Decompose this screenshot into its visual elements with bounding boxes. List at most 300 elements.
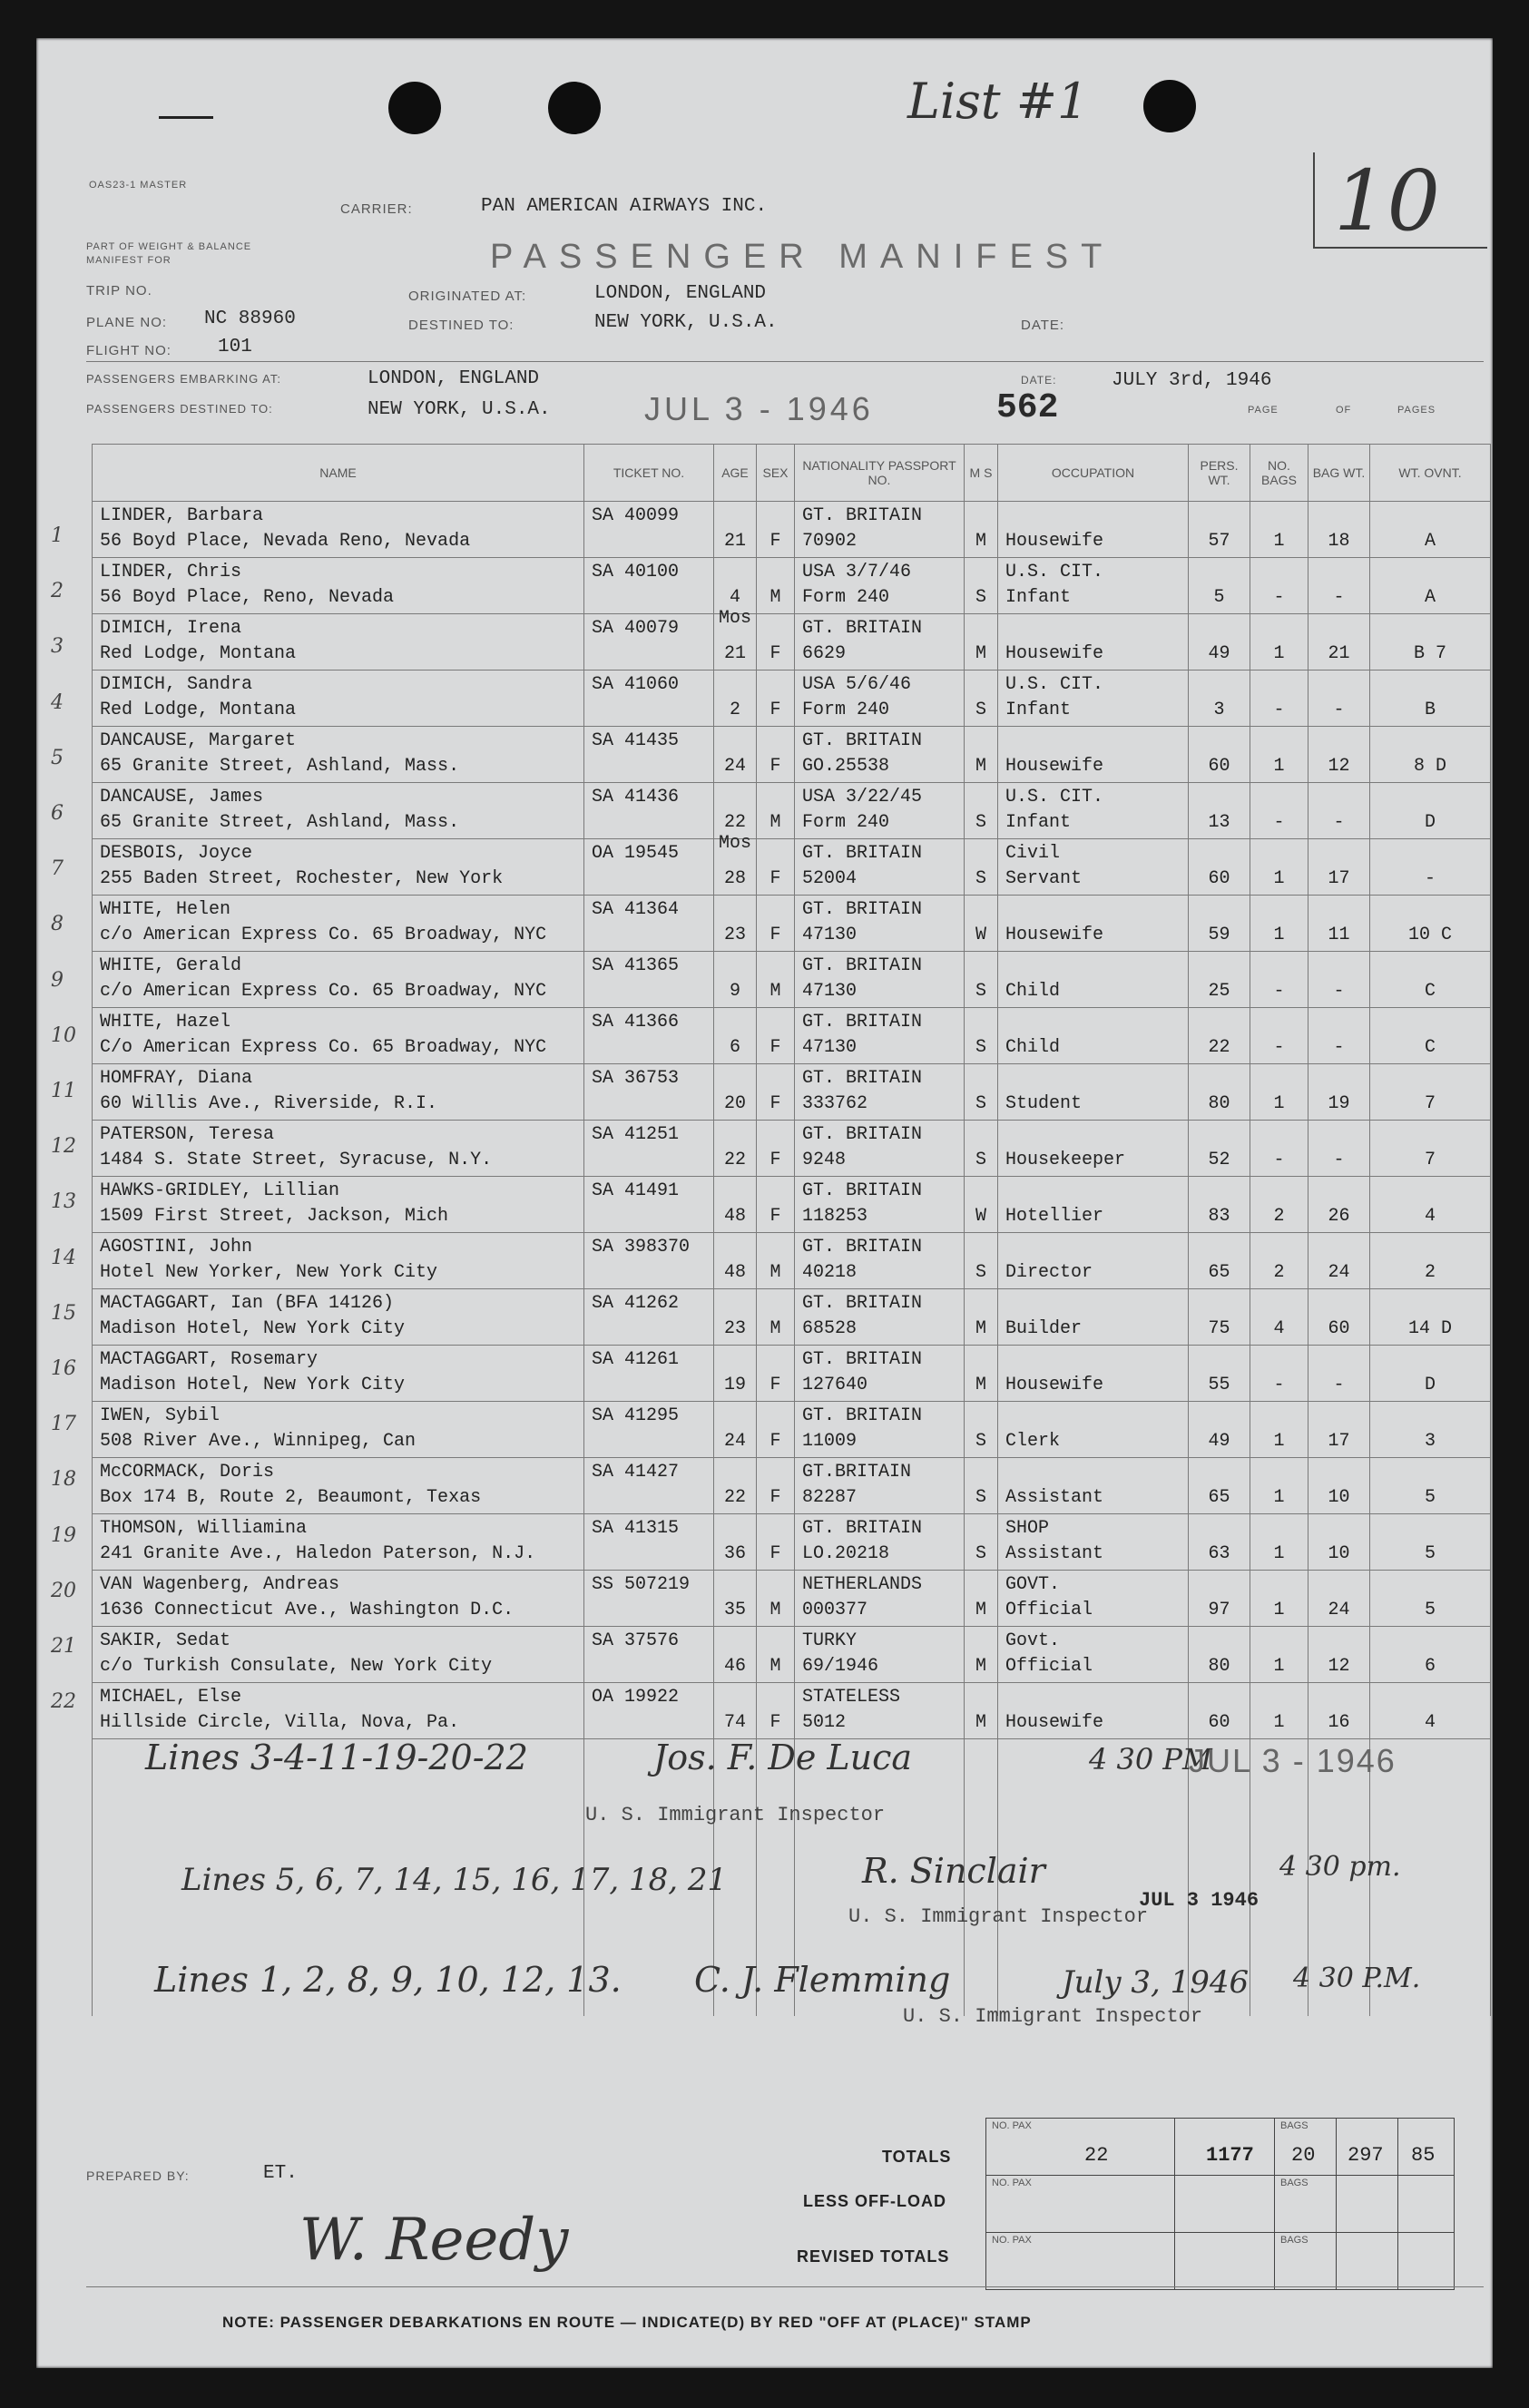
cell-wt-ovnt [1370, 896, 1491, 952]
cell-wt-ovnt [1370, 839, 1491, 896]
sex: F [769, 1093, 781, 1114]
totals-pers-wt-cell [1175, 2119, 1275, 2176]
cell-age [714, 1402, 757, 1458]
cell-sex [757, 952, 795, 1008]
cell-wt-ovnt [1370, 671, 1491, 727]
cell-nationality [795, 502, 965, 558]
age: 23 [723, 1318, 746, 1339]
cell-no-bags [1250, 1121, 1308, 1177]
number-of-bags: 1 [1273, 1543, 1285, 1564]
cell-sex [757, 1627, 795, 1683]
overweight: 14 D [1407, 1318, 1452, 1339]
number-of-bags: 2 [1273, 1206, 1285, 1227]
cell-occupation [998, 1008, 1189, 1064]
number-of-bags: 1 [1273, 1431, 1285, 1452]
table-row [93, 1514, 1491, 1571]
table-row [93, 1683, 1491, 1739]
cell-wt-ovnt [1370, 1571, 1491, 1627]
passenger-name: LINDER, Barbara [100, 505, 264, 526]
personal-weight: 52 [1208, 1150, 1230, 1170]
cell-ticket [584, 1064, 714, 1121]
punch-hole [1143, 80, 1196, 132]
sex: M [769, 981, 781, 1002]
inspector-3-lines: Lines 1, 2, 8, 9, 10, 12, 13. [154, 1960, 622, 2000]
personal-weight: 60 [1208, 868, 1230, 889]
nationality: GT. BRITAIN [802, 1180, 923, 1201]
cell-name [93, 671, 584, 727]
cell-ms [965, 1346, 998, 1402]
occupation: Builder [1005, 1318, 1083, 1339]
table-row [93, 1458, 1491, 1514]
overweight: 5 [1424, 1487, 1436, 1508]
occupation-line1: SHOP [1005, 1518, 1050, 1539]
occupation-line1: U.S. CIT. [1005, 674, 1104, 695]
passenger-address: c/o American Express Co. 65 Broadway, NYC [100, 925, 547, 945]
personal-weight: 25 [1208, 981, 1230, 1002]
passenger-name: MICHAEL, Else [100, 1687, 242, 1708]
cell-no-bags [1250, 727, 1308, 783]
passport-number: 118253 [802, 1206, 868, 1227]
ticket-number: SA 41262 [592, 1293, 680, 1314]
cell-occupation [998, 558, 1189, 614]
col-no-bags: NO. BAGS [1250, 445, 1308, 502]
passenger-address: c/o Turkish Consulate, New York City [100, 1656, 493, 1677]
cell-wt-ovnt [1370, 1683, 1491, 1739]
cell-pers-wt [1189, 1627, 1250, 1683]
cell-nationality [795, 1289, 965, 1346]
cell-ticket [584, 1571, 714, 1627]
cell-pers-wt [1189, 727, 1250, 783]
cell-wt-ovnt [1370, 1177, 1491, 1233]
offload-wt-cell [1175, 2176, 1275, 2233]
occupation-line1: Civil [1005, 843, 1061, 864]
cell-bag-wt [1308, 1627, 1370, 1683]
number-of-bags: 4 [1273, 1318, 1285, 1339]
inspector-2-lines: Lines 5, 6, 7, 14, 15, 16, 17, 18, 21 [181, 1862, 728, 1898]
nationality: GT. BRITAIN [802, 1124, 923, 1145]
nationality: GT. BRITAIN [802, 1349, 923, 1370]
sex: M [769, 1656, 781, 1677]
cell-no-bags [1250, 502, 1308, 558]
cell-pers-wt [1189, 1402, 1250, 1458]
nationality: GT. BRITAIN [802, 618, 923, 639]
cell-sex [757, 1402, 795, 1458]
blank-cell [1250, 1905, 1308, 1961]
cell-wt-ovnt [1370, 1346, 1491, 1402]
cell-sex [757, 1008, 795, 1064]
passport-number: 47130 [802, 981, 858, 1002]
cell-age [714, 783, 757, 854]
passenger-name: LINDER, Chris [100, 562, 242, 582]
number-of-bags: 1 [1273, 868, 1285, 889]
cell-no-bags [1250, 1571, 1308, 1627]
cell-no-bags [1250, 1008, 1308, 1064]
occupation: Child [1005, 981, 1061, 1002]
cell-no-bags [1250, 1064, 1308, 1121]
col-name: NAME [93, 445, 584, 502]
sex: F [769, 1431, 781, 1452]
occupation: Director [1005, 1262, 1093, 1283]
row-number: 3 [51, 635, 64, 659]
cell-ticket [584, 727, 714, 783]
occupation: Official [1005, 1656, 1093, 1677]
marital-status: W [975, 925, 986, 945]
cell-bag-wt [1308, 558, 1370, 614]
cell-age [714, 502, 757, 558]
occupation: Housewife [1005, 643, 1104, 664]
cell-age [714, 558, 757, 629]
cell-ticket [584, 1514, 714, 1571]
age: 36 [723, 1543, 746, 1564]
table-row [93, 1289, 1491, 1346]
cell-ticket [584, 1683, 714, 1739]
cell-bag-wt [1308, 783, 1370, 839]
marital-status: S [975, 1037, 986, 1058]
occupation: Child [1005, 1037, 1061, 1058]
divider [86, 361, 1484, 362]
cell-ticket [584, 1289, 714, 1346]
passenger-name: HOMFRAY, Diana [100, 1068, 253, 1089]
overweight: 6 [1424, 1656, 1436, 1677]
table-row [93, 1346, 1491, 1402]
cell-ms [965, 839, 998, 896]
cell-pers-wt [1189, 1121, 1250, 1177]
nationality: GT. BRITAIN [802, 843, 923, 864]
passport-number: 82287 [802, 1487, 858, 1508]
revised-bagwt-cell [1337, 2233, 1398, 2290]
passenger-address: Red Lodge, Montana [100, 700, 297, 720]
row-number: 4 [51, 690, 64, 714]
marital-status: W [975, 1206, 986, 1227]
nationality: GT. BRITAIN [802, 1068, 923, 1089]
table-row [93, 1008, 1491, 1064]
table-row [93, 1177, 1491, 1233]
less-offload-label: LESS OFF-LOAD [803, 2192, 946, 2210]
cell-pers-wt [1189, 1346, 1250, 1402]
cell-name [93, 1514, 584, 1571]
marital-status: S [975, 1487, 986, 1508]
nationality: GT. BRITAIN [802, 1237, 923, 1258]
cell-occupation [998, 502, 1189, 558]
cell-wt-ovnt [1370, 1008, 1491, 1064]
personal-weight: 59 [1208, 925, 1230, 945]
totals-no-pax: 22 [1084, 2144, 1109, 2167]
cell-name [93, 839, 584, 896]
cell-pers-wt [1189, 1683, 1250, 1739]
cell-ms [965, 1289, 998, 1346]
blank-cell [1189, 1905, 1250, 1961]
personal-weight: 65 [1208, 1487, 1230, 1508]
passenger-name: WHITE, Hazel [100, 1012, 231, 1033]
cell-nationality [795, 614, 965, 671]
cell-ticket [584, 952, 714, 1008]
occupation: Infant [1005, 812, 1072, 833]
cell-ticket [584, 839, 714, 896]
col-ms: M S [965, 445, 998, 502]
marital-status: S [975, 587, 986, 608]
cell-sex [757, 1177, 795, 1233]
carrier-value: PAN AMERICAN AIRWAYS INC. [481, 196, 768, 217]
sex: F [769, 1150, 781, 1170]
ticket-number: SA 41491 [592, 1180, 680, 1201]
cell-ms [965, 1008, 998, 1064]
cell-name [93, 1289, 584, 1346]
bag-weight: 19 [1328, 1093, 1350, 1114]
occupation: Student [1005, 1093, 1083, 1114]
cell-bag-wt [1308, 1571, 1370, 1627]
passenger-address: Red Lodge, Montana [100, 643, 297, 664]
cell-ticket [584, 1233, 714, 1289]
cell-name [93, 1121, 584, 1177]
bag-weight: 10 [1328, 1543, 1350, 1564]
passport-number: 52004 [802, 868, 858, 889]
cell-no-bags [1250, 1233, 1308, 1289]
row-number: 9 [51, 968, 64, 992]
occupation-line1: GOVT. [1005, 1574, 1061, 1595]
overweight: B 7 [1413, 643, 1446, 664]
pen-mark [159, 116, 213, 119]
cell-bag-wt [1308, 671, 1370, 727]
offload-row [986, 2176, 1455, 2233]
cell-ticket [584, 896, 714, 952]
number-of-bags: 1 [1273, 756, 1285, 777]
ticket-number: SA 41251 [592, 1124, 680, 1145]
ticket-number: SS 507219 [592, 1574, 691, 1595]
cell-nationality [795, 1346, 965, 1402]
passenger-name: HAWKS-GRIDLEY, Lillian [100, 1180, 340, 1201]
row-number: 16 [51, 1357, 76, 1380]
age: 35 [723, 1600, 746, 1620]
personal-weight: 60 [1208, 1712, 1230, 1733]
table-row [93, 614, 1491, 671]
passenger-name: MACTAGGART, Ian (BFA 14126) [100, 1293, 395, 1314]
passport-number: 69/1946 [802, 1656, 879, 1677]
occupation: Housewife [1005, 531, 1104, 552]
blank-cell [1189, 1795, 1250, 1850]
number-of-bags: - [1273, 1037, 1285, 1058]
overweight: 3 [1424, 1431, 1436, 1452]
plane-value: NC 88960 [204, 308, 296, 329]
cell-wt-ovnt [1370, 727, 1491, 783]
row-number: 8 [51, 913, 64, 936]
bag-weight: - [1333, 1037, 1345, 1058]
marital-status: S [975, 868, 986, 889]
personal-weight: 55 [1208, 1375, 1230, 1395]
nationality: GT.BRITAIN [802, 1462, 912, 1483]
ticket-number: SA 41295 [592, 1405, 680, 1426]
ticket-number: SA 41315 [592, 1518, 680, 1539]
revised-wt-cell [1175, 2233, 1275, 2290]
inspector-3-signature: C. J. Flemming [694, 1960, 951, 2000]
overweight: 5 [1424, 1600, 1436, 1620]
totals-bag-wt-cell [1337, 2119, 1398, 2176]
overweight: 8 D [1413, 756, 1446, 777]
nationality: TURKY [802, 1630, 858, 1651]
sex: F [769, 868, 781, 889]
cell-pers-wt [1189, 558, 1250, 614]
passenger-address: c/o American Express Co. 65 Broadway, NYC [100, 981, 547, 1002]
cell-no-bags [1250, 1346, 1308, 1402]
cell-name [93, 727, 584, 783]
cell-sex [757, 1121, 795, 1177]
blank-cell [757, 1905, 795, 1961]
offload-ovnt-cell [1398, 2176, 1455, 2233]
passenger-name: MACTAGGART, Rosemary [100, 1349, 319, 1370]
passenger-address: 65 Granite Street, Ashland, Mass. [100, 756, 460, 777]
cell-wt-ovnt [1370, 558, 1491, 614]
personal-weight: 75 [1208, 1318, 1230, 1339]
ticket-number: SA 41365 [592, 955, 680, 976]
table-row [93, 671, 1491, 727]
blank-cell [93, 1795, 584, 1850]
cell-ms [965, 896, 998, 952]
totals-ovnt: 85 [1411, 2144, 1436, 2167]
cell-age [714, 1177, 757, 1233]
cell-pers-wt [1189, 1233, 1250, 1289]
cell-occupation [998, 952, 1189, 1008]
cell-occupation [998, 896, 1189, 952]
cell-sex [757, 727, 795, 783]
cell-ms [965, 671, 998, 727]
overweight: 10 C [1407, 925, 1452, 945]
cell-age [714, 1627, 757, 1683]
list-note: List #1 [907, 73, 1089, 130]
nationality: GT. BRITAIN [802, 505, 923, 526]
bag-weight: 10 [1328, 1487, 1350, 1508]
row-number: 11 [51, 1080, 76, 1102]
overweight: 2 [1424, 1262, 1436, 1283]
nationality: GT. BRITAIN [802, 1293, 923, 1314]
passenger-address: 1509 First Street, Jackson, Mich [100, 1206, 449, 1227]
number-of-bags: - [1273, 981, 1285, 1002]
bag-weight: 24 [1328, 1262, 1350, 1283]
occupation: Housekeeper [1005, 1150, 1126, 1170]
bag-weight: 24 [1328, 1600, 1350, 1620]
personal-weight: 97 [1208, 1600, 1230, 1620]
nationality: USA 5/6/46 [802, 674, 912, 695]
cell-nationality [795, 671, 965, 727]
marital-status: M [975, 1656, 986, 1677]
passenger-name: WHITE, Helen [100, 899, 231, 920]
cell-wt-ovnt [1370, 1064, 1491, 1121]
no-pax-label: NO. PAX [992, 2235, 1032, 2246]
cell-pers-wt [1189, 1514, 1250, 1571]
cell-sex [757, 502, 795, 558]
cell-age [714, 671, 757, 727]
ticket-number: SA 40100 [592, 562, 680, 582]
cell-wt-ovnt [1370, 1289, 1491, 1346]
bag-weight: 16 [1328, 1712, 1350, 1733]
number-of-bags: 2 [1273, 1262, 1285, 1283]
cell-name [93, 952, 584, 1008]
number-of-bags: 1 [1273, 643, 1285, 664]
cell-wt-ovnt [1370, 1402, 1491, 1458]
age: 22 [723, 1150, 746, 1170]
cell-ms [965, 1177, 998, 1233]
passport-number: 333762 [802, 1093, 868, 1114]
cell-sex [757, 839, 795, 896]
cell-occupation [998, 839, 1189, 896]
cell-no-bags [1250, 839, 1308, 896]
cell-wt-ovnt [1370, 1627, 1491, 1683]
personal-weight: 83 [1208, 1206, 1230, 1227]
occupation: Infant [1005, 587, 1072, 608]
table-row [93, 1627, 1491, 1683]
marital-status: S [975, 700, 986, 720]
totals-table [985, 2118, 1455, 2290]
cell-age [714, 1458, 757, 1514]
pdest-value: NEW YORK, U.S.A. [368, 399, 551, 420]
cell-nationality [795, 1233, 965, 1289]
nationality: USA 3/7/46 [802, 562, 912, 582]
cell-name [93, 1177, 584, 1233]
cell-wt-ovnt [1370, 502, 1491, 558]
cell-ms [965, 1402, 998, 1458]
occupation: Assistant [1005, 1487, 1104, 1508]
inspector-1-title: U. S. Immigrant Inspector [585, 1804, 886, 1826]
cell-wt-ovnt [1370, 614, 1491, 671]
cell-occupation [998, 783, 1189, 839]
cell-name [93, 614, 584, 671]
trip-label: TRIP NO. [86, 283, 152, 299]
cell-occupation [998, 1627, 1189, 1683]
passport-number: LO.20218 [802, 1543, 890, 1564]
cell-occupation [998, 1683, 1189, 1739]
passenger-address: Hotel New Yorker, New York City [100, 1262, 438, 1283]
totals-bag-wt: 297 [1348, 2144, 1384, 2167]
personal-weight: 13 [1208, 812, 1230, 833]
row-number: 20 [51, 1579, 76, 1602]
passport-number: 000377 [802, 1600, 868, 1620]
cell-no-bags [1250, 952, 1308, 1008]
manifest-number: 562 [996, 388, 1059, 427]
carrier-label: CARRIER: [340, 201, 413, 217]
number-of-bags: 1 [1273, 1600, 1285, 1620]
sex: M [769, 1318, 781, 1339]
cell-age [714, 1346, 757, 1402]
blank-cell [757, 1850, 795, 1905]
blank-cell [965, 1795, 998, 1850]
cell-age [714, 896, 757, 952]
cell-name [93, 1683, 584, 1739]
cell-pers-wt [1189, 952, 1250, 1008]
cell-sex [757, 671, 795, 727]
nationality: GT. BRITAIN [802, 730, 923, 751]
arrival-stamp: JUL 3 - 1946 [644, 390, 874, 427]
passport-number: Form 240 [802, 700, 890, 720]
cell-ms [965, 502, 998, 558]
inspector-2-time: 4 30 pm. [1279, 1851, 1401, 1883]
cell-no-bags [1250, 1627, 1308, 1683]
table-row [93, 1233, 1491, 1289]
number-of-bags: - [1273, 1375, 1285, 1395]
bag-weight: 12 [1328, 1656, 1350, 1677]
passport-number: 68528 [802, 1318, 858, 1339]
cell-pers-wt [1189, 896, 1250, 952]
col-ticket: TICKET NO. [584, 445, 714, 502]
passport-number: Form 240 [802, 587, 890, 608]
table-row [93, 727, 1491, 783]
marital-status: S [975, 1262, 986, 1283]
personal-weight: 3 [1213, 700, 1225, 720]
marital-status: S [975, 1543, 986, 1564]
offload-bags-cell [1275, 2176, 1337, 2233]
bag-weight: - [1333, 1150, 1345, 1170]
cell-no-bags [1250, 783, 1308, 839]
cell-ticket [584, 1346, 714, 1402]
occupation: Assistant [1005, 1543, 1104, 1564]
cell-name [93, 558, 584, 614]
